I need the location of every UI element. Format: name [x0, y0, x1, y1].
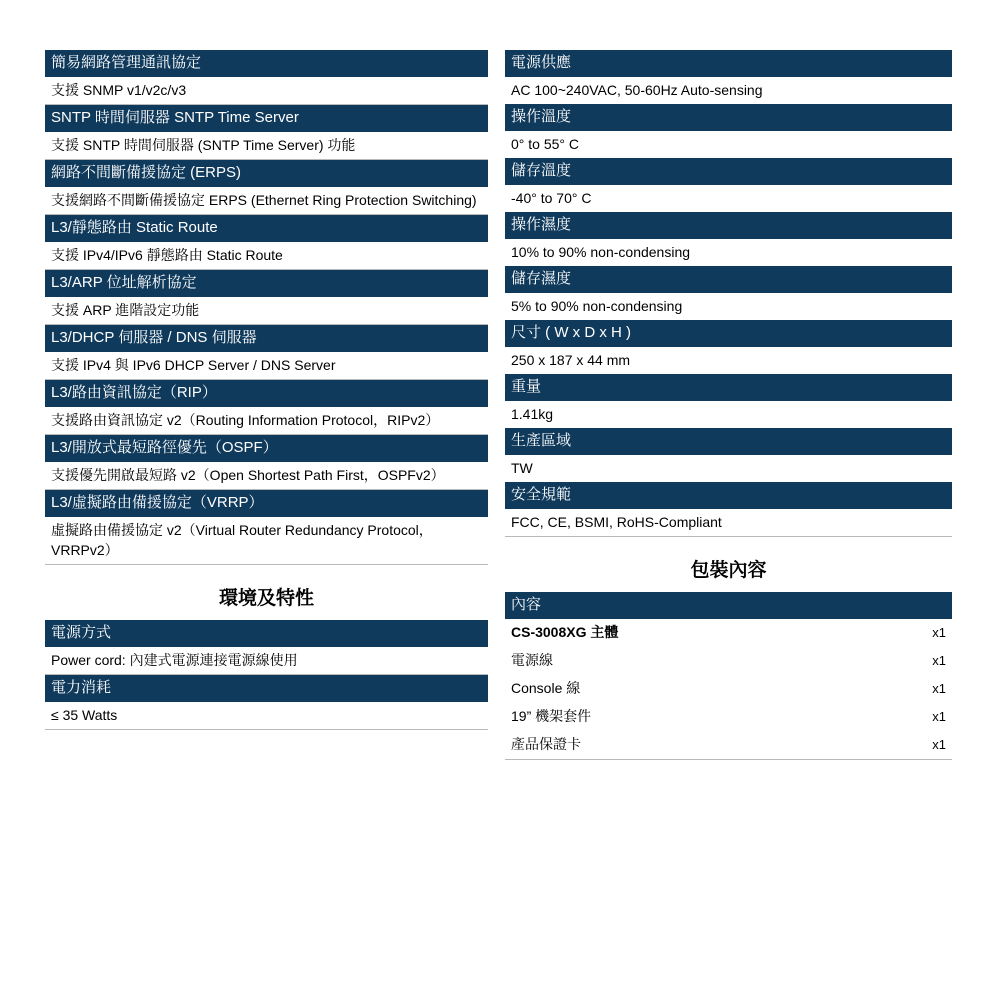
spec-header: 簡易網路管理通訊協定: [45, 50, 488, 77]
spec-value: 5% to 90% non-condensing: [511, 298, 683, 314]
spec-value: 支援 IPv4 與 IPv6 DHCP Server / DNS Server: [45, 352, 488, 380]
spec-value: 1.41kg: [511, 406, 554, 422]
spec-header: 網路不間斷備援協定 (ERPS): [45, 160, 488, 187]
package-item-row: [505, 731, 952, 760]
spec-row: [45, 160, 488, 215]
spec-value: 0° to 55° C: [511, 136, 580, 152]
package-table-header: 內容: [505, 592, 952, 619]
spec-header: 操作溫度: [505, 104, 952, 131]
right-spec-column: [505, 50, 952, 760]
package-item-qty: x1: [932, 709, 946, 724]
environment-section-title: 環境及特性: [218, 588, 314, 609]
spec-row: [45, 215, 488, 270]
spec-row: [505, 428, 952, 482]
spec-row: [45, 490, 488, 565]
spec-value: 支援 SNTP 時間伺服器 (SNTP Time Server) 功能: [45, 132, 488, 160]
spec-header: L3/開放式最短路徑優先（OSPF）: [45, 435, 488, 462]
package-item-name: 產品保證卡: [511, 736, 581, 752]
package-item-name: Console 線: [511, 680, 581, 696]
spec-row: [505, 104, 952, 158]
spec-value: ≤ 35 Watts: [45, 702, 488, 730]
package-item-row: [505, 619, 952, 647]
spec-row: [505, 374, 952, 428]
spec-header: 儲存溫度: [505, 158, 952, 185]
spec-row: [505, 158, 952, 212]
spec-row: [45, 675, 488, 730]
spec-row: [505, 212, 952, 266]
spec-header: 尺寸 ( W x D x H ): [505, 320, 952, 347]
spec-row: [45, 620, 488, 675]
package-item-qty: x1: [932, 625, 946, 640]
spec-value: 支援優先開啟最短路 v2（Open Shortest Path First，OSPFv2）: [45, 462, 488, 490]
package-item-row: [505, 703, 952, 731]
spec-header: 安全規範: [505, 482, 952, 509]
package-item-qty: x1: [932, 653, 946, 668]
spec-value: AC 100~240VAC, 50-60Hz Auto-sensing: [511, 82, 763, 98]
package-item-name: 電源線: [511, 652, 553, 668]
package-item-name: CS-3008XG 主體: [511, 624, 619, 640]
spec-header: L3/ARP 位址解析協定: [45, 270, 488, 297]
spec-value: FCC, CE, BSMI, RoHS-Compliant: [505, 509, 952, 537]
spec-header: 電源供應: [505, 50, 952, 77]
spec-value: 支援 ARP 進階設定功能: [45, 297, 488, 325]
package-item-row: [505, 675, 952, 703]
spec-value: 支援 SNMP v1/v2c/v3: [45, 77, 488, 105]
spec-header: 儲存濕度: [505, 266, 952, 293]
spec-header: 生產區域: [505, 428, 952, 455]
spec-value: 支援 IPv4/IPv6 靜態路由 Static Route: [45, 242, 488, 270]
spec-header: 電源方式: [45, 620, 488, 647]
package-section-title: 包裝內容: [690, 560, 767, 581]
spec-value: 250 x 187 x 44 mm: [511, 352, 631, 368]
package-item-qty: x1: [932, 737, 946, 752]
spec-header: 電力消耗: [45, 675, 488, 702]
spec-value: TW: [511, 460, 533, 476]
spec-value: 虛擬路由備援協定 v2（Virtual Router Redundancy Protocol，VRRPv2）: [45, 517, 488, 565]
spec-header: 重量: [505, 374, 952, 401]
spec-value: 支援路由資訊協定 v2（Routing Information Protocol，RIPv2）: [45, 407, 488, 435]
spec-row: [45, 380, 488, 435]
spec-row: [505, 320, 952, 374]
spec-value: 支援網路不間斷備援協定 ERPS (Ethernet Ring Protection Switching): [45, 187, 488, 215]
spec-value: -40° to 70° C: [511, 190, 592, 206]
spec-row: [505, 50, 952, 104]
spec-row: [45, 105, 488, 160]
package-item-row: [505, 647, 952, 675]
spec-row: [45, 325, 488, 380]
spec-header: L3/虛擬路由備援協定（VRRP）: [45, 490, 488, 517]
spec-value: Power cord: 內建式電源連接電源線使用: [45, 647, 488, 675]
spec-value: 10% to 90% non-condensing: [511, 244, 691, 260]
package-item-name: 19” 機架套件: [511, 708, 592, 724]
left-spec-column: [45, 50, 488, 730]
spec-header: L3/路由資訊協定（RIP）: [45, 380, 488, 407]
spec-header: L3/靜態路由 Static Route: [45, 215, 488, 242]
spec-header: SNTP 時間伺服器 SNTP Time Server: [45, 105, 488, 132]
spec-row: [45, 435, 488, 490]
package-item-qty: x1: [932, 681, 946, 696]
spec-header: 操作濕度: [505, 212, 952, 239]
spec-row: [505, 482, 952, 537]
spec-row: [45, 270, 488, 325]
spec-row: [505, 266, 952, 320]
spec-header: L3/DHCP 伺服器 / DNS 伺服器: [45, 325, 488, 352]
spec-row: [45, 50, 488, 105]
